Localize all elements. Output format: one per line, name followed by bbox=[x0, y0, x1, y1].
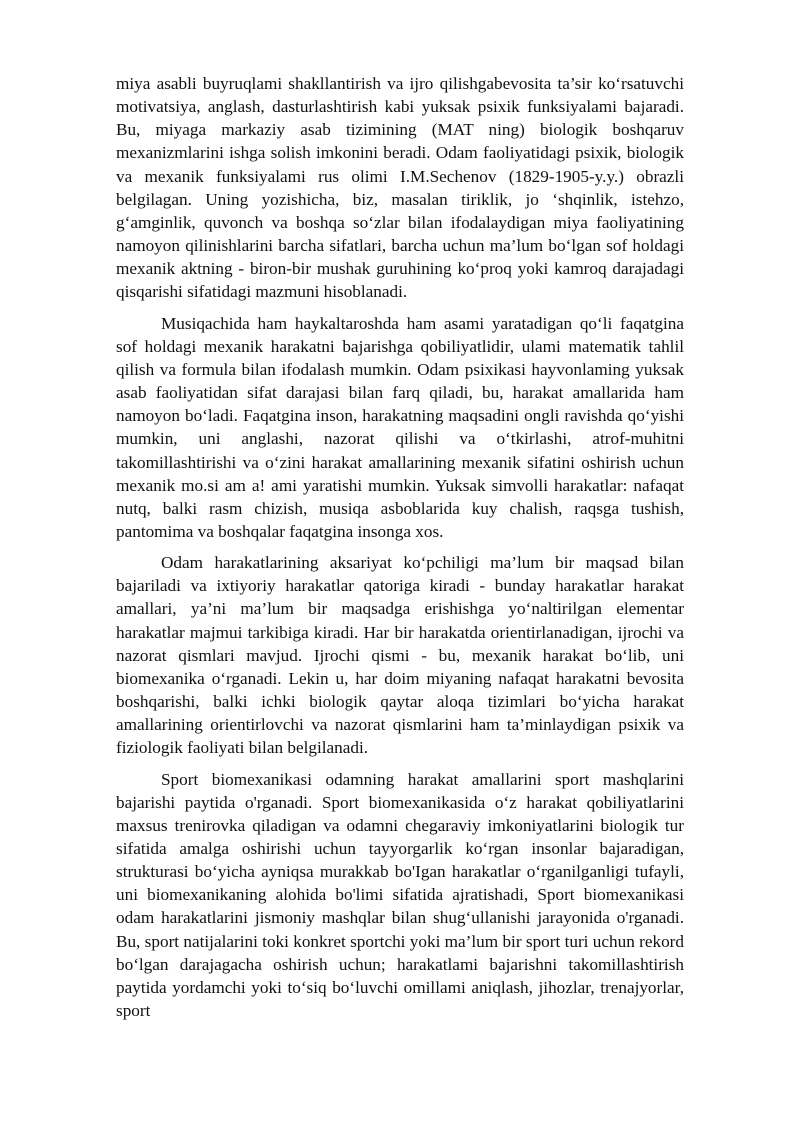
paragraph-4: Sport biomexanikasi odamning harakat amallarini sport mashqlarini bajarishi paytida o'rganadi. Sport biomexanikasida o‘z harakat qobiliyatlarini maxsus trenirovka qiladigan va odamni chegaraviy imkoniyatlarini biologik tur sifatida amalga oshirishi uchun tayyorgarlik ko‘rgan insonlar bajaradigan, strukturasi bo‘yicha ayniqsa murakkab bo'Igan harakatlar o‘rganilganligi tufayli, uni biomexanikaning alohida bo'limi sifatida ajratishadi, Sport biomexanikasi odam harakatlarini jismoniy mashqlar bilan shug‘ullanishi jarayonida o'rganadi. Bu, sport natijalarini toki konkret sportchi yoki ma’lum bir sport turi uchun rekord bo‘lgan darajagacha oshirish uchun; harakatlami bajarishni takomillashtirish paytida yordamchi yoki to‘siq bo‘luvchi omillami aniqlash, jihozlar, trenajyorlar, sport bbox=[116, 769, 684, 1021]
paragraph-1: miya asabli buyruqlami shakllantirish va ijro qilishgabevosita ta’sir ko‘rsatuvchi motivatsiya, anglash, dasturlashtirish kabi yuksak psixik funksiyalami bajaradi. Bu, miyaga markaziy asab tizimining (MAT ning) biologik boshqaruv mexanizmlarini ishga solish imkonini beradi. Odam faoliyatidagi psixik, biologik va mexanik funksiyalami rus olimi I.M.Sechenov (1829-1905-y.y.) obrazli belgilagan. Uning yozishicha, biz, masalan tiriklik, jo ‘shqinlik, istehzo, g‘amginlik, quvonch va boshqa so‘zlar bilan ifodalaydigan miya faoliyatining namoyon qilinishlarini barcha sifatlari, barcha uchun ma’lum bo‘lgan sof holdagi mexanik aktning - biron-bir mushak guruhining ko‘proq yoki kamroq darajadagi qisqarishi sifatidagi mazmuni hisoblanadi. bbox=[116, 74, 684, 302]
paragraph-3: Odam harakatlarining aksariyat ko‘pchiligi ma’lum bir maqsad bilan bajariladi va ixtiyoriy harakatlar qatoriga kiradi - bunday harakatlar harakat amallari, ya’ni ma’lum bir maqsadga erishishga yo‘naltirilgan elementar harakatlar majmui tarkibiga kiradi. Har bir harakatda orientirlanadigan, ijrochi va nazorat qismlari mavjud. Ijrochi qismi - bu, mexanik harakat bo‘lib, uni biomexanika o‘rganadi. Lekin u, har doim miyaning nafaqat harakatni bevosita boshqarishi, balki ichki biologik qaytar aloqa tizimlari bo‘yicha harakat amallarining orientirlovchi va nazorat qismlarini ham ta’minlaydigan psixik va fiziologik faoliyati bilan belgilanadi. bbox=[116, 553, 684, 758]
document-page bbox=[116, 72, 684, 1030]
paragraph-2: Musiqachida ham haykaltaroshda ham asami yaratadigan qo‘li faqatgina sof holdagi mexanik harakatni bajarishga qobiliyatlidir, ulami matematik tahlil qilish va formula bilan ifodalash mumkin. Odam psixikasi hayvonlaming yuksak asab faoliyatidan sifat darajasi bilan farq qiladi, bu, harakat amallarida ham namoyon bo‘ladi. Faqatgina inson, harakatning maqsadini ongli ravishda qo‘yishi mumkin, uni anglashi, nazorat qilishi va o‘tkirlashi, atrof-muhitni takomillashtirishi va o‘zini harakat amallarining mexanik sifatini oshirish uchun mexanik mo.si am a! ami yaratishi mumkin. Yuksak simvolli harakatlar: nafaqat nutq, balki rasm chizish, musiqa asboblarida kuy chalish, raqsga tushish, pantomima va boshqalar faqatgina insonga xos. bbox=[116, 313, 684, 541]
